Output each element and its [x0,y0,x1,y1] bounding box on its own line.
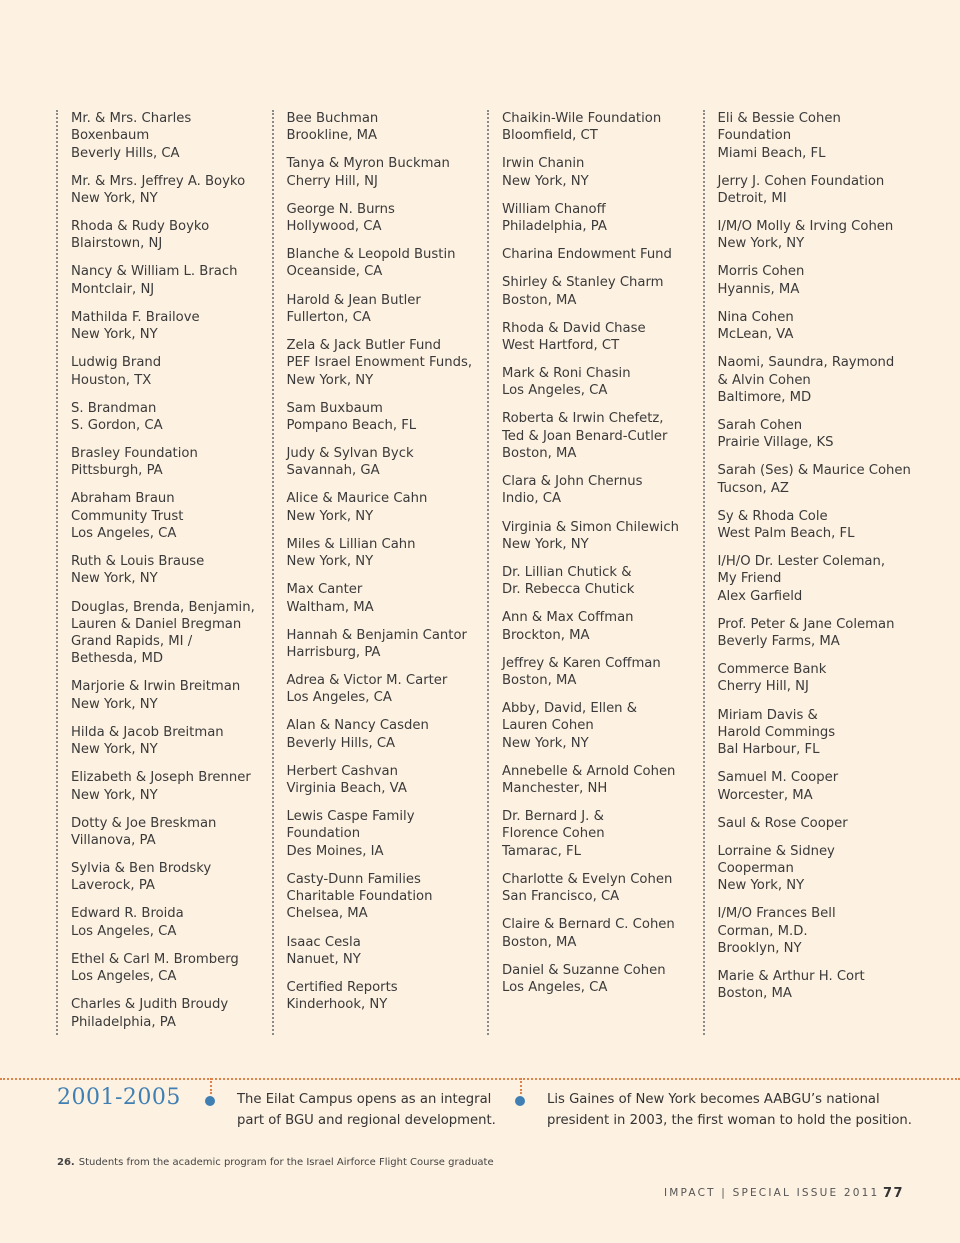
donor-entry-line: Clara & John Chernus [502,474,643,490]
donor-entry [502,763,687,798]
donor-entry-line: Naomi, Saundra, Raymond [717,355,895,371]
donor-entry-line: Hannah & Benjamin Cantor [286,627,467,643]
donor-entry-line: Pompano Beach, FL [286,417,417,433]
timeline-bullet-icon [205,1096,215,1106]
donor-entry-line: Brockton, MA [502,627,590,643]
donor-entry-line: Montclair, NJ [71,281,155,297]
donor-entry-line: Waltham, MA [286,599,374,615]
donor-entry [718,553,903,605]
donor-entry-line: Ludwig Brand [71,355,162,371]
donor-entry [287,763,472,798]
donor-entry-line: Elizabeth & Joseph Brenner [71,770,251,786]
donor-entry-line: Cherry Hill, NJ [717,679,809,695]
donor-entry [502,609,687,644]
donor-entry-line: New York, NY [286,554,374,570]
donor-entry-line: Corman, M.D. [717,923,808,939]
donor-entry [502,519,687,554]
donor-entry [71,724,256,759]
donor-entry-line: Dr. Bernard J. & [502,809,604,825]
donor-entry-line: Claire & Bernard C. Cohen [502,917,675,933]
donor-entry-line: Rhoda & David Chase [502,320,646,336]
donor-entry-line: Ruth & Louis Brause [71,554,205,570]
donor-entry-line: Prairie Village, KS [717,435,834,451]
donor-entry-line: Virginia & Simon Chilewich [502,519,679,535]
donor-entry-line: Sy & Rhoda Cole [717,508,828,524]
donor-entry-line: Los Angeles, CA [502,979,608,995]
donor-entry-line: Boston, MA [502,934,577,950]
footer-publication: IMPACT | SPECIAL ISSUE 2011 [664,1187,880,1199]
donor-entry-line: Manchester, NH [502,781,608,797]
donor-entry-line: Philadelphia, PA [71,1014,176,1030]
donor-entry-line: Alan & Nancy Casden [286,718,429,734]
donor-entry-line: Blairstown, NJ [71,236,163,252]
donor-entry [502,320,687,355]
donor-entry [71,354,256,389]
donor-entry-line: Annebelle & Arnold Cohen [502,763,676,779]
donor-entry [502,808,687,860]
donor-entry-line: Des Moines, IA [286,843,384,859]
donor-entry [502,962,687,997]
donor-entry-line: Chelsea, MA [286,906,368,922]
timeline-event-line: part of BGU and regional development. [237,1112,496,1128]
donor-entry [71,553,256,588]
timeline-connector [520,1078,522,1094]
donor-entry-line: Max Canter [286,582,363,598]
donor-entry [71,218,256,253]
donor-entry-line: Brookline, MA [286,128,378,144]
donor-entry-line: Florence Cohen [502,826,605,842]
donor-entry-line: Tamarac, FL [502,843,581,859]
donor-entry [718,707,903,759]
donor-entry [718,968,903,1003]
donor-entry [287,445,472,480]
donor-entry-line: Shirley & Stanley Charm [502,275,664,291]
donor-entry [718,110,903,162]
donor-entry [718,263,903,298]
donor-entry [287,717,472,752]
donor-entry [287,871,472,923]
donor-entry-line: Los Angeles, CA [502,383,608,399]
donor-entry-line: New York, NY [717,878,805,894]
donor-entry-line: Sarah Cohen [717,417,803,433]
donor-entry-line: New York, NY [286,372,374,388]
donor-entry [287,490,472,525]
caption-number: 26. [57,1157,75,1168]
donor-entry [71,110,256,162]
donor-entry-line: Mathilda F. Brailove [71,309,200,325]
donor-entry-line: Morris Cohen [717,264,805,280]
donor-entry-line: Beverly Farms, MA [717,634,840,650]
timeline-event [237,1090,496,1131]
donor-entry-line: Adrea & Victor M. Carter [286,672,448,688]
donor-entry-line: Daniel & Suzanne Cohen [502,962,666,978]
donor-entry [502,201,687,236]
caption-text: Students from the academic program for the Israel Airforce Flight Course graduate [78,1157,494,1168]
donor-entry [287,934,472,969]
donor-entry-line: Indio, CA [502,491,561,507]
donor-entry [718,815,903,832]
donor-entry [71,309,256,344]
donor-entry [502,246,687,263]
donor-entry-line: Bethesda, MD [71,651,164,667]
donor-entry [71,599,256,668]
donor-entry-line: Bal Harbour, FL [717,742,820,758]
donor-entry-line: New York, NY [71,742,158,758]
donor-entry-line: Certified Reports [286,979,398,995]
timeline-event-line: The Eilat Campus opens as an integral [237,1092,492,1107]
donor-entry-line: Nanuet, NY [286,951,361,967]
donor-entry-line: Hyannis, MA [717,281,800,297]
donor-entry-line: Foundation [286,826,361,842]
donor-entry-line: Charlotte & Evelyn Cohen [502,871,673,887]
donor-entry [718,173,903,208]
donor-entry [287,536,472,571]
donor-entry [71,769,256,804]
donor-entry-line: William Chanoff [502,201,606,217]
donor-entry-line: Foundation [717,128,792,144]
donor-entry-line: Bloomfield, CT [502,128,598,144]
donor-entry-line: Boston, MA [502,446,577,462]
donor-entry-line: Isaac Cesla [286,934,361,950]
donor-entry [71,445,256,480]
donor-list [56,110,936,1035]
donor-entry-line: Alice & Maurice Cahn [286,491,428,507]
donor-entry-line: Los Angeles, CA [71,969,177,985]
donor-entry-line: Brooklyn, NY [717,941,802,957]
donor-entry [717,462,911,497]
timeline-event-line: Lis Gaines of New York becomes AABGU’s national [547,1092,880,1107]
donor-entry-line: West Hartford, CT [502,337,620,353]
donor-entry-line: Bee Buchman [286,111,379,126]
donor-entry-line: Boston, MA [502,292,577,308]
donor-entry-line: Boxenbaum [71,128,150,144]
donor-entry-line: S. Brandman [71,400,157,416]
donor-entry-line: Roberta & Irwin Chefetz, [502,411,664,427]
donor-entry [502,365,687,400]
donor-entry-line: Fullerton, CA [286,309,371,325]
donor-entry [287,400,472,435]
donor-entry-line: Dr. Rebecca Chutick [502,582,635,598]
donor-entry-line: Marie & Arthur H. Cort [717,969,865,985]
donor-entry [718,616,903,651]
donor-entry [71,173,256,208]
donor-entry-line: Miles & Lillian Cahn [286,536,416,552]
donor-entry-line: Kinderhook, NY [286,997,388,1013]
donor-entry [502,655,687,690]
donor-entry-line: Commerce Bank [717,662,827,678]
donor-entry [718,218,903,253]
donor-entry-line: Charina Endowment Fund [502,247,672,263]
donor-entry-line: New York, NY [71,190,158,206]
donor-entry-line: Dotty & Joe Breskman [71,815,217,831]
donor-entry-line: Jerry J. Cohen Foundation [717,173,885,189]
donor-entry [718,508,903,543]
donor-entry-line: Douglas, Brenda, Benjamin, [71,599,255,615]
donor-entry [502,916,687,951]
donor-column [487,110,687,1035]
donor-entry-line: San Francisco, CA [502,889,620,905]
donor-entry [502,274,687,309]
donor-entry [71,860,256,895]
donor-entry-line: & Alvin Cohen [717,372,811,388]
donor-entry-line: New York, NY [71,787,158,803]
donor-entry-line: New York, NY [502,536,589,552]
donor-entry [502,410,687,462]
donor-entry-line: Miriam Davis & [717,707,818,723]
donor-entry-line: Harold Commings [717,724,836,740]
donor-column [56,110,256,1035]
donor-entry [718,417,903,452]
donor-entry-line: Alex Garfield [717,588,803,604]
donor-entry-line: I/M/O Frances Bell [717,906,836,922]
donor-entry-line: Nancy & William L. Brach [71,264,238,280]
donor-entry-line: Marjorie & Irwin Breitman [71,679,241,695]
donor-entry-line: Lorraine & Sidney [717,843,835,859]
donor-column [272,110,472,1035]
donor-entry-line: Edward R. Broida [71,906,184,922]
donor-entry-line: Chaikin-Wile Foundation [502,111,662,126]
donor-entry [502,155,687,190]
donor-entry-line: New York, NY [71,571,158,587]
donor-entry-line: Judy & Sylvan Byck [286,446,414,462]
donor-entry-line: I/H/O Dr. Lester Coleman, [717,554,886,570]
donor-entry-line: West Palm Beach, FL [717,526,855,542]
timeline-connector [210,1078,212,1094]
donor-entry-line: Los Angeles, CA [286,690,392,706]
donor-entry-line: Villanova, PA [71,832,156,848]
donor-entry-line: Harrisburg, PA [286,644,381,660]
donor-entry [287,155,472,190]
donor-entry [71,490,256,542]
donor-entry-line: Charitable Foundation [286,889,433,905]
donor-entry-line: Mr. & Mrs. Jeffrey A. Boyko [71,173,246,189]
donor-entry [718,309,903,344]
donor-entry-line: Herbert Cashvan [286,763,398,779]
donor-entry-line: Cooperman [717,861,794,877]
donor-entry-line: PEF Israel Enowment Funds, [286,355,473,371]
donor-entry-line: Community Trust [71,508,184,524]
timeline-event [547,1090,912,1131]
timeline-years: 2001-2005 [57,1085,181,1110]
donor-entry [71,263,256,298]
donor-entry [71,996,256,1031]
donor-entry [71,951,256,986]
timeline-bullet-icon [515,1096,525,1106]
donor-entry [718,354,903,406]
timeline-event-line: president in 2003, the first woman to hold the position. [547,1112,912,1128]
donor-entry-line: S. Gordon, CA [71,417,163,433]
donor-entry-line: George N. Burns [286,201,395,217]
donor-entry [71,815,256,850]
donor-entry-line: Virginia Beach, VA [286,781,407,797]
donor-column [703,110,911,1035]
donor-entry [71,905,256,940]
donor-entry-line: McLean, VA [717,327,794,343]
donor-entry-line: Mark & Roni Chasin [502,366,631,382]
donor-entry-line: Philadelphia, PA [502,219,607,235]
donor-entry [287,110,472,145]
donor-entry-line: Lewis Caspe Family [286,809,415,825]
donor-entry-line: Boston, MA [502,672,577,688]
donor-entry-line: New York, NY [502,173,589,189]
donor-entry [71,400,256,435]
donor-entry-line: Charles & Judith Broudy [71,997,229,1013]
donor-entry-line: Oceanside, CA [286,264,383,280]
donor-entry [502,700,687,752]
donor-entry-line: New York, NY [717,236,805,252]
donor-entry-line: Dr. Lillian Chutick & [502,564,632,580]
donor-entry-line: Hilda & Jacob Breitman [71,724,224,740]
donor-entry-line: Ann & Max Coffman [502,610,634,626]
donor-entry-line: Casty-Dunn Families [286,871,421,887]
donor-entry-line: Lauren Cohen [502,718,594,734]
donor-entry [287,808,472,860]
donor-entry-line: Worcester, MA [717,787,813,803]
donor-entry [718,769,903,804]
donor-entry-line: Brasley Foundation [71,446,198,462]
donor-entry-line: Miami Beach, FL [717,145,826,161]
donor-entry [718,661,903,696]
donor-entry-line: Cherry Hill, NJ [286,173,378,189]
donor-entry-line: Tanya & Myron Buckman [286,156,450,172]
donor-entry-line: Baltimore, MD [717,389,812,405]
timeline-divider [0,1078,960,1080]
donor-entry-line: Ethel & Carl M. Bromberg [71,951,239,967]
photo-caption [57,1157,494,1168]
donor-entry [502,110,687,145]
donor-entry-line: Los Angeles, CA [71,923,177,939]
donor-entry [718,905,903,957]
donor-entry-line: Lauren & Daniel Bregman [71,616,242,632]
donor-entry [502,564,687,599]
donor-entry-line: Prof. Peter & Jane Coleman [717,616,895,632]
donor-entry-line: New York, NY [71,696,158,712]
donor-entry-line: Harold & Jean Butler [286,292,421,308]
donor-entry-line: Houston, TX [71,372,152,388]
donor-entry-line: Ted & Joan Benard-Cutler [502,428,668,444]
donor-entry [502,871,687,906]
donor-entry-line: I/M/O Molly & Irving Cohen [717,219,894,235]
donor-entry [287,201,472,236]
donor-entry-line: Boston, MA [717,986,792,1002]
donor-entry-line: Sarah (Ses) & Maurice Cohen [717,463,911,479]
donor-entry [718,843,903,895]
donor-entry-line: Laverock, PA [71,878,155,894]
donor-entry-line: Beverly Hills, CA [286,735,396,751]
donor-entry [287,246,472,281]
donor-entry [502,473,687,508]
donor-entry-line: New York, NY [502,735,589,751]
donor-entry [287,581,472,616]
donor-entry-line: Pittsburgh, PA [71,463,163,479]
donor-entry-line: Saul & Rose Cooper [717,815,848,831]
donor-entry-line: Zela & Jack Butler Fund [286,337,442,353]
donor-entry [71,678,256,713]
donor-entry-line: Eli & Bessie Cohen [717,111,841,126]
donor-entry-line: Irwin Chanin [502,156,585,172]
donor-entry-line: Abby, David, Ellen & [502,701,638,717]
donor-entry-line: Sylvia & Ben Brodsky [71,861,212,877]
donor-entry-line: Jeffrey & Karen Coffman [502,655,661,671]
donor-entry-line: Rhoda & Rudy Boyko [71,219,210,235]
donor-entry-line: Samuel M. Cooper [717,770,839,786]
donor-entry-line: Savannah, GA [286,463,380,479]
donor-entry-line: New York, NY [286,508,374,524]
donor-entry-line: Tucson, AZ [717,480,789,496]
donor-entry [287,979,472,1014]
donor-entry-line: Beverly Hills, CA [71,145,180,161]
donor-entry [287,672,472,707]
page-number: 77 [883,1186,905,1201]
donor-entry-line: Grand Rapids, MI / [71,634,193,650]
donor-entry-line: Detroit, MI [717,190,787,206]
donor-entry-line: Abraham Braun [71,491,175,507]
donor-entry-line: Nina Cohen [717,309,794,325]
donor-entry-line: Blanche & Leopold Bustin [286,247,456,263]
donor-entry-line: New York, NY [71,327,158,343]
donor-entry-line: Los Angeles, CA [71,526,177,542]
donor-entry [287,292,472,327]
donor-entry-line: My Friend [717,571,782,587]
donor-entry-line: Sam Buxbaum [286,400,383,416]
donor-entry-line: Mr. & Mrs. Charles [71,111,192,126]
donor-entry [287,627,472,662]
donor-entry [287,337,472,389]
donor-entry-line: Hollywood, CA [286,219,382,235]
